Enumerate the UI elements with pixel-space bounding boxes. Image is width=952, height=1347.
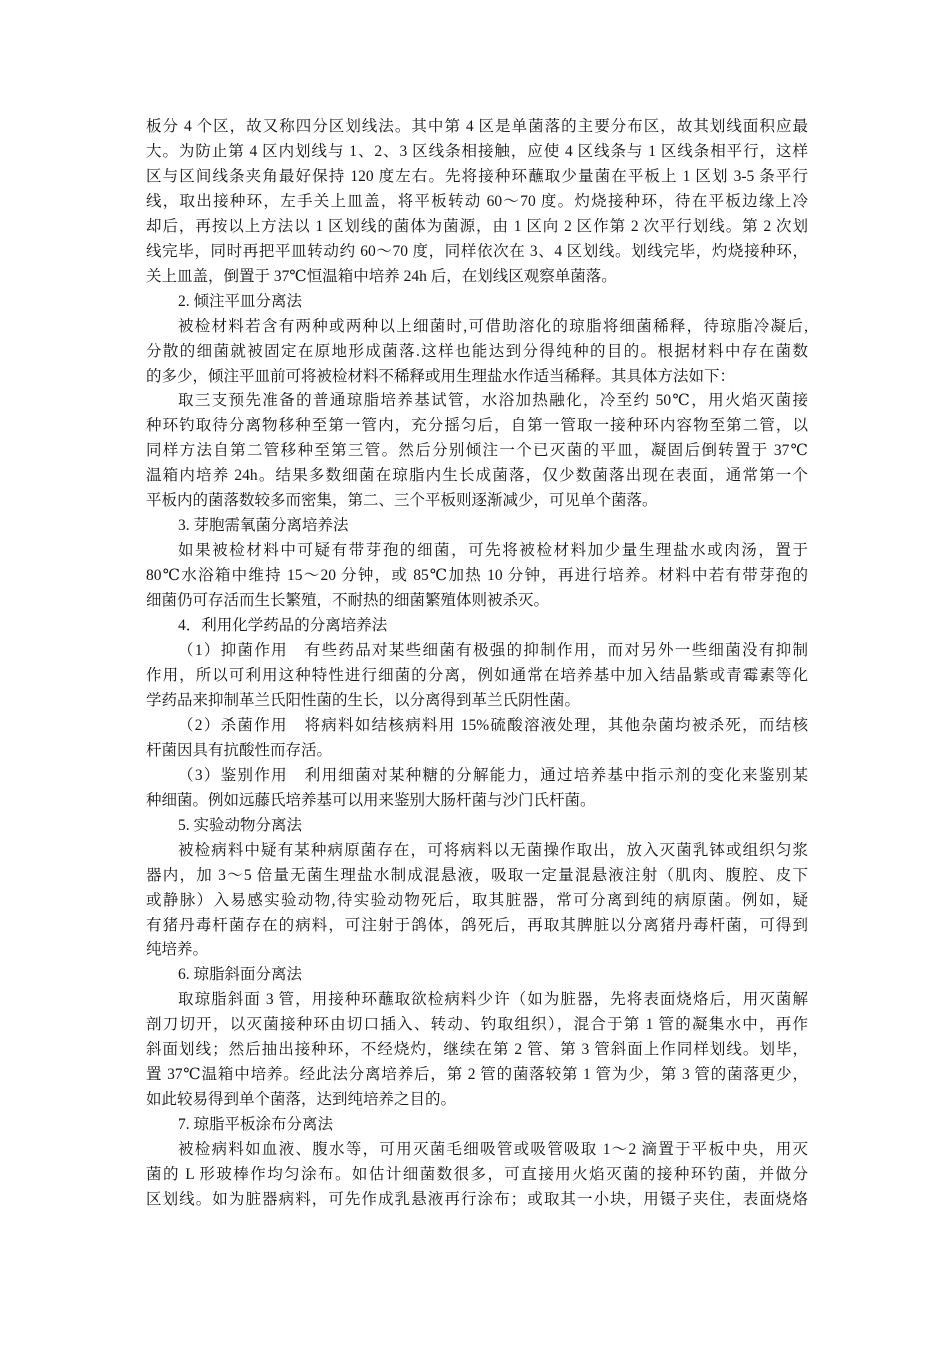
- text-line: 区划线。如为脏器病料，可先作成乳悬液再行涂布；或取其一小块，用镊子夹住，表面烧烙: [146, 1190, 808, 1208]
- section-pour-plate: [146, 290, 808, 515]
- text-line: 如此较易得到单个菌落，达到纯培养之目的。: [146, 1091, 457, 1109]
- paragraph: [146, 988, 808, 1113]
- text-line: 或静脉）入易感实验动物,待实验动物死后，取其脏器，常可分离到纯的病原菌。例如，疑: [146, 891, 808, 909]
- paragraph: [146, 539, 808, 614]
- paragraph: [146, 839, 808, 964]
- text-line: 学药品来抑制革兰氏阳性菌的生长，以分离得到革兰氏阴性菌。: [146, 691, 581, 709]
- text-line: 区与区间线条夹角最好保持 120 度左右。先将接种环蘸取少量菌在平板上 1 区划 3-5 条平行: [146, 167, 808, 185]
- text-line: 温箱内培养 24h。结果多数细菌在琼脂内生长成菌落，仅少数菌落出现在表面，通常第一个: [146, 467, 808, 485]
- text-line: 大。为防止第 4 区内划线与 1、2、3 区线条相接触，应使 4 区线条与 1 区线条相平行，这样: [146, 142, 808, 160]
- text-line: 杆菌因具有抗酸性而存活。: [146, 741, 333, 759]
- section-heading: 2. 倾注平皿分离法: [178, 292, 303, 310]
- text-line: 有猪丹毒杆菌存在的病料，可注射于鸽体，鸽死后，再取其脾脏以分离猪丹毒杆菌，可得到: [146, 916, 808, 934]
- text-line: 被检病料如血液、腹水等，可用灭菌毛细吸管或吸管吸取 1～2 滴置于平板中央，用灭: [178, 1141, 808, 1159]
- text-line: 斜面划线；然后抽出接种环，不经烧灼，继续在第 2 管、第 3 管斜面上作同样划线。划毕，: [146, 1041, 808, 1059]
- document-page: [146, 115, 808, 1213]
- section-heading: 6. 琼脂斜面分离法: [178, 966, 303, 984]
- section-plate-spreading: [146, 1113, 808, 1213]
- text-line: （3）鉴别作用 利用细菌对某种糖的分解能力，通过培养基中指示剂的变化来鉴别某: [178, 766, 808, 784]
- paragraph: [146, 639, 808, 714]
- text-line: 细菌仍可存活而生长繁殖，不耐热的细菌繁殖体则被杀灭。: [146, 592, 550, 610]
- text-line: 分散的细菌就被固定在原地形成菌落.这样也能达到分得纯种的目的。根据材料中存在菌数: [146, 342, 808, 360]
- paragraph: [146, 714, 808, 764]
- text-line: 器内，加 3～5 倍量无菌生理盐水制成混悬液，吸取一定量混悬液注射（肌肉、腹腔、皮下: [146, 866, 808, 884]
- text-line: 板分 4 个区，故又称四分区划线法。其中第 4 区是单菌落的主要分布区，故其划线面积应最: [146, 118, 808, 135]
- text-line: 取三支预先准备的普通琼脂培养基试管，水浴加热融化，冷至约 50℃，用火焰灭菌接: [178, 392, 808, 410]
- text-line: 80℃水浴箱中维持 15～20 分钟，或 85℃加热 10 分钟，再进行培养。材料中若有带芽孢的: [146, 567, 808, 585]
- section-heading: 4．利用化学药品的分离培养法: [178, 617, 388, 635]
- section-animal-isolation: [146, 814, 808, 964]
- text-line: 关上皿盖，倒置于 37℃恒温箱中培养 24h 后，在划线区观察单菌落。: [146, 267, 617, 285]
- section-heading: 3. 芽胞需氧菌分离培养法: [178, 517, 349, 535]
- text-line: 取琼脂斜面 3 管，用接种环蘸取欲检病料少许（如为脏器，先将表面烧烙后，用灭菌解: [178, 991, 808, 1009]
- text-line: （1）抑菌作用 有些药品对某些细菌有极强的抑制作用，而对另外一些细菌没有抑制: [178, 642, 808, 660]
- text-line: 如果被检材料中可疑有带芽孢的细菌，可先将被检材料加少量生理盐水或肉汤，置于: [178, 542, 808, 560]
- text-line: 作用，所以可利用这种特性进行细菌的分离，例如通常在培养基中加入结晶紫或青霉素等化: [146, 666, 808, 684]
- text-line: （2）杀菌作用 将病料如结核病料用 15%硫酸溶液处理，其他杂菌均被杀死，而结核: [178, 716, 808, 734]
- text-line: 线，取出接种环，左手关上皿盖，将平板转动 60～70 度。灼烧接种环，待在平板边缘上冷: [146, 192, 808, 210]
- section-chemical-agents: [146, 614, 808, 814]
- text-line: 剖刀切开，以灭菌接种环由切口插入、转动、钓取组织），混合于第 1 管的凝集水中，再作: [146, 1016, 808, 1034]
- paragraph: [146, 315, 808, 390]
- text-line: 被检材料若含有两种或两种以上细菌时,可借助溶化的琼脂将细菌稀释，待琼脂冷凝后,: [178, 317, 808, 335]
- section-heading: 7. 琼脂平板涂布分离法: [178, 1116, 334, 1134]
- section-heading: 5. 实验动物分离法: [178, 816, 303, 834]
- paragraph: [146, 389, 808, 514]
- text-line: 菌的 L 形玻棒作均匀涂布。如估计细菌数很多，可直接用火焰灭菌的接种环钓菌，并做分: [146, 1166, 808, 1184]
- text-line: 种环钓取待分离物移种至第一管内，充分摇匀后，自第一管取一接种环内容物至第二管，以: [146, 417, 808, 435]
- paragraph: [146, 764, 808, 814]
- text-line: 纯培养。: [146, 941, 209, 959]
- section-agar-slant: [146, 963, 808, 1113]
- paragraph: [146, 1138, 808, 1213]
- text-line: 种细菌。例如远藤氏培养基可以用来鉴别大肠杆菌与沙门氏杆菌。: [146, 791, 596, 809]
- text-line: 的多少，倾注平皿前可将被检材料不稀释或用生理盐水作适当稀释。其具体方法如下：: [146, 367, 736, 385]
- section-spore-aerobe: [146, 514, 808, 614]
- text-line: 却后，再按以上方法以 1 区划线的菌体为菌源，由 1 区向 2 区作第 2 次平行划线。第 2 次划: [146, 217, 808, 235]
- text-line: 同样方法自第二管移种至第三管。然后分别倾注一个已灭菌的平皿，凝固后倒转置于 37℃: [146, 442, 808, 460]
- text-line: 线完毕，同时再把平皿转动约 60～70 度，同样依次在 3、4 区划线。划线完毕，灼烧接种环，: [146, 242, 808, 260]
- intro-paragraph: [146, 115, 808, 290]
- text-line: 置 37℃温箱中培养。经此法分离培养后，第 2 管的菌落较第 1 管为少，第 3 管的菌落更少，: [146, 1066, 808, 1084]
- text-line: 被检病料中疑有某种病原菌存在，可将病料以无菌操作取出，放入灭菌乳钵或组织匀浆: [178, 841, 808, 859]
- text-line: 平板内的菌落数较多而密集，第二、三个平板则逐渐减少，可见单个菌落。: [146, 492, 658, 510]
